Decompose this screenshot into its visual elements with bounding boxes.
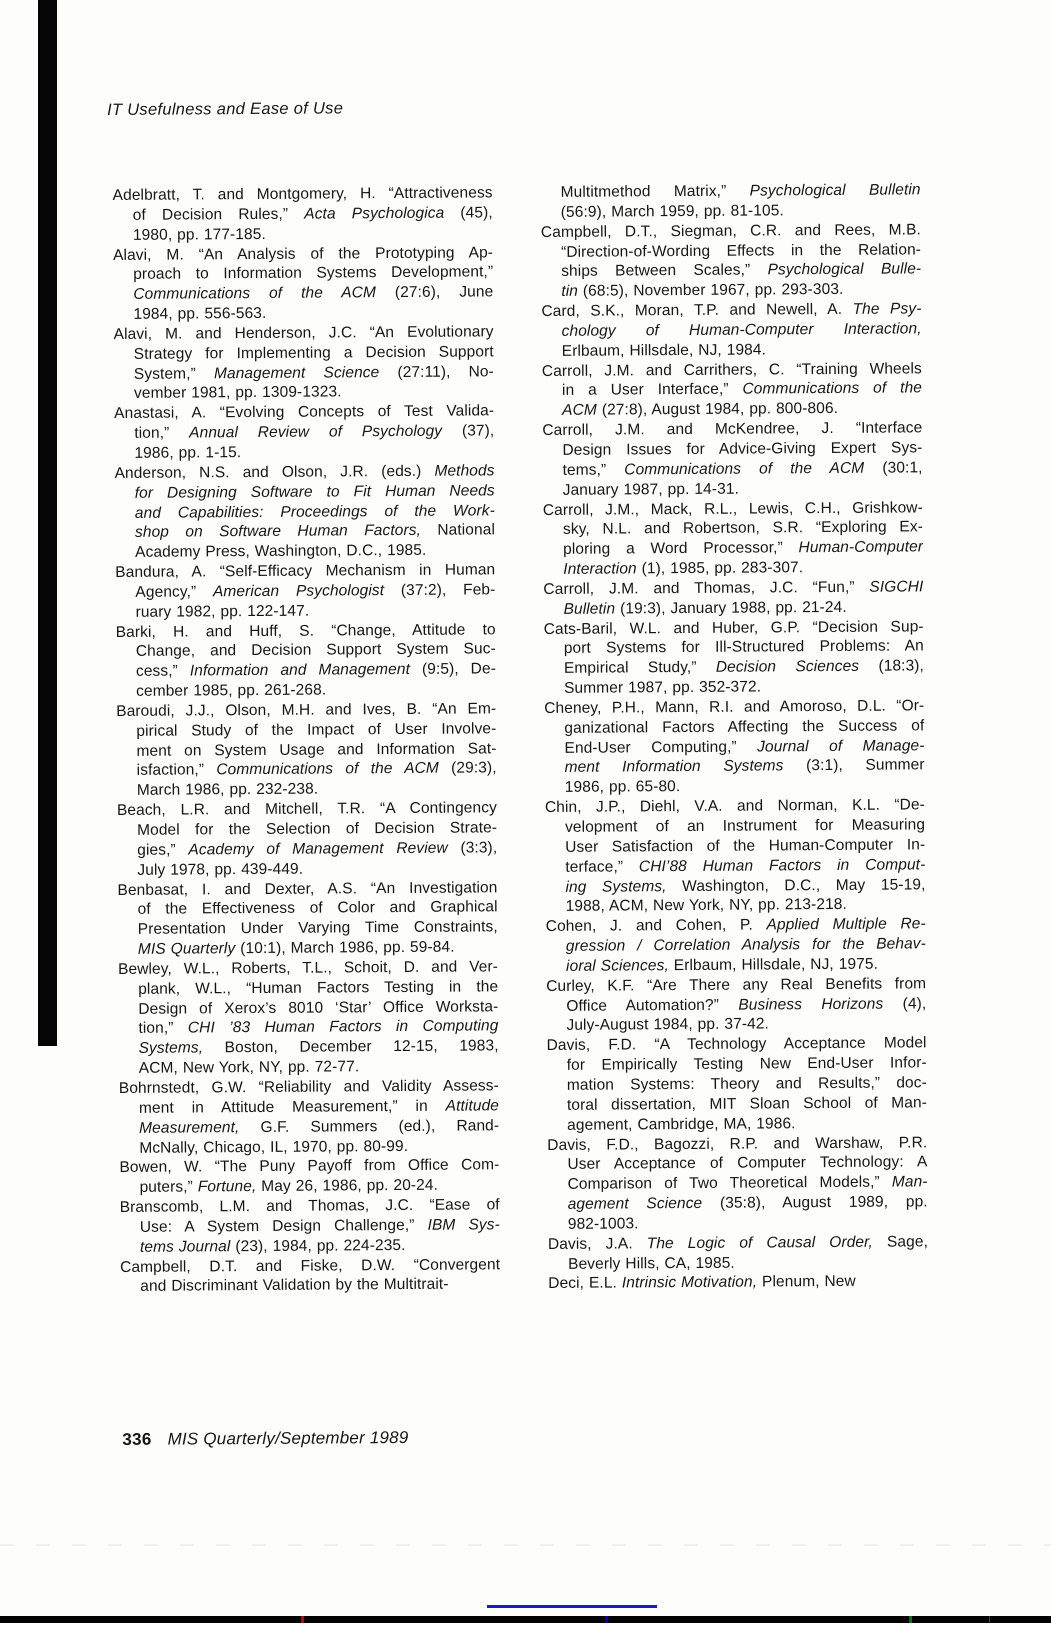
reference-entry: Anastasi, A. “Evolving Concepts of Test Valida- tion,” Annual Review of Psychology (37), 1986, pp. 1-15. — [114, 402, 495, 462]
reference-entry: Bandura, A. “Self-Efficacy Mechanism in Human Agency,” American Psychologist (37:2), Feb- ruary 1982, pp. 122-147. — [115, 561, 496, 621]
reference-entry: Card, S.K., Moran, T.P. and Newell, A. The Psy- chology of Human-Computer Interaction, Erlbaum, Hillsdale, NJ, 1984. — [541, 300, 922, 360]
reference-entry: Campbell, D.T., Siegman, C.R. and Rees, M.B. “Direction-of-Wording Effects in the Relation- ships Between Scales,” Psychological Bulle- tin (68:5), November 1967, pp. 293-303. — [540, 221, 922, 301]
reference-entry: Curley, K.F. “Are There any Real Benefits from Office Automation?” Business Horizons (4), July-August 1984, pp. 37-42. — [546, 975, 927, 1035]
reference-entry: Beach, L.R. and Mitchell, T.R. “A Contingency Model for the Selection of Decision Strate- gies,” Academy of Management Review (3:3), July 1978, pp. 439-449. — [116, 799, 498, 879]
page-footer — [122, 1428, 408, 1450]
reference-entry: Carroll, J.M. and McKendree, J. “Interface Design Issues for Advice-Giving Expert Sys- tems,” Communications of the ACM (30:1, January 1987, pp. 14-31. — [542, 419, 923, 499]
reference-entry: Carroll, J.M., Mack, R.L., Lewis, C.H., Grishkow- sky, N.L. and Robertson, S.R. “Exploring Ex- ploring a Word Processor,” Human-Computer Interaction (1), 1985, pp. 283-307. — [542, 498, 924, 578]
references-right-column — [541, 180, 929, 1294]
reference-entry: Carroll, J.M. and Thomas, J.C. “Fun,” SIGCHI Bulletin (19:3), January 1988, pp. 21-24. — [543, 578, 924, 618]
scan-artifact-bottom-band — [0, 1616, 1051, 1623]
reference-entry: Cheney, P.H., Mann, R.I. and Amoroso, D.L. “Or- ganizational Factors Affecting the Success of End-User Computing,” Journal of Manage- ment Information Systems (3:1), Summer 1986, pp. 65-80. — [544, 697, 925, 797]
reference-entry: Benbasat, I. and Dexter, A.S. “An Investigation of the Effectiveness of Color and Graphical Presentation Under Varying Time Constraints, MIS Quarterly (10:1), March 1986, pp. 59-84. — [117, 878, 498, 958]
reference-entry: Chin, J.P., Diehl, V.A. and Norman, K.L. “De- velopment of an Instrument for Measuring User Satisfaction of the Human-Computer In- terface,” CHI’88 Human Factors in Comput- ing Systems, Washington, D.C., May 15-19, 1988, ACM, New York, NY, pp. 213-218. — [544, 796, 926, 916]
reference-entry: Davis, J.A. The Logic of Causal Order, Sage, Beverly Hills, CA, 1985. — [547, 1233, 929, 1273]
running-head: IT Usefulness and Ease of Use — [106, 99, 344, 120]
reference-entry: Alavi, M. “An Analysis of the Prototyping Ap- proach to Information Systems Development,” Communications of the ACM (27:6), June 1984, pp. 556-563. — [112, 243, 494, 323]
reference-entry: Anderson, N.S. and Olson, J.R. (eds.) Methods for Designing Software to Fit Human Needs and Capabilities: Proceedings of the Work- shop on Software Human Factors, National Academy Press, Washington, D.C., 1985. — [114, 462, 496, 562]
scan-artifact-left-bar — [38, 0, 57, 1046]
reference-entry: Branscomb, L.M. and Thomas, J.C. “Ease of Use: A System Design Challenge,” IBM Sys- tems Journal (23), 1984, pp. 224-235. — [119, 1196, 500, 1256]
scan-artifact-faint-line — [0, 1544, 1051, 1546]
reference-entry: Barki, H. and Huff, S. “Change, Attitude to Change, and Decision Support System Suc- cess,” Information and Management (9:5), De- cember 1985, pp. 261-268. — [115, 620, 496, 700]
reference-entry: Multitmethod Matrix,” Psychological Bulletin (56:9), March 1959, pp. 81-105. — [560, 181, 921, 221]
reference-entry: Cohen, J. and Cohen, P. Applied Multiple Re- gression / Correlation Analysis for the Behav- ioral Sciences, Erlbaum, Hillsdale, NJ, 1975. — [545, 915, 926, 975]
reference-entry: Campbell, D.T. and Fiske, D.W. “Convergent and Discriminant Validation by the Multitrait- — [120, 1255, 501, 1296]
reference-entry: Deci, E.L. Intrinsic Motivation, Plenum, New — [548, 1273, 856, 1293]
reference-entry: Alavi, M. and Henderson, J.C. “An Evolutionary Strategy for Implementing a Decision Support System,” Management Science (27:11), No- vember 1981, pp. 1309-1323. — [113, 323, 494, 403]
reference-entry: Bowen, W. “The Puny Payoff from Office Com- puters,” Fortune, May 26, 1986, pp. 20-24. — [119, 1156, 500, 1197]
reference-entry: Baroudi, J.J., Olson, M.H. and Ives, B. “An Em- pirical Study of the Impact of User Involve- ment on System Usage and Information Sat- isfaction,” Communications of the ACM (29:3), March 1986, pp. 232-238. — [116, 700, 497, 800]
scan-artifact-blue-line — [487, 1605, 657, 1608]
reference-entry: Carroll, J.M. and Carrithers, C. “Training Wheels in a User Interface,” Communications of the ACM (27:8), August 1984, pp. 800-806. — [541, 359, 923, 420]
reference-entry: Bewley, W.L., Roberts, T.L., Schoit, D. and Ver- plank, W.L., “Human Factors Testing in the Design of Xerox’s 8010 ‘Star’ Office Worksta- tion,” CHI ’83 Human Factors in Computing Systems, Boston, December 12-15, 1983, ACM, New York, NY, pp. 72-77. — [117, 958, 499, 1077]
reference-entry: Bohrnstedt, G.W. “Reliability and Validity Assess- ment in Attitude Measurement,” in Attitude Measurement, G.F. Summers (ed.), Rand- McNally, Chicago, IL, 1970, pp. 80-99. — [118, 1077, 500, 1157]
reference-entry: Davis, F.D., Bagozzi, R.P. and Warshaw, P.R. User Acceptance of Computer Technology: A Comparison of Two Theoretical Models,” Man- agement Science (35:8), August 1989, pp. 982-1003. — [547, 1133, 928, 1233]
page-number: 336 — [122, 1429, 152, 1449]
journal-name: MIS Quarterly/September 1989 — [167, 1427, 409, 1449]
references-left-column — [113, 183, 501, 1297]
reference-entry: Adelbratt, T. and Montgomery, H. “Attractiveness of Decision Rules,” Acta Psychologica (45), 1980, pp. 177-185. — [112, 184, 493, 244]
reference-entry: Davis, F.D. “A Technology Acceptance Model for Empirically Testing New End-User Infor- mation Systems: Theory and Results,” doc- toral dissertation, MIT Sloan School of Man- agement, Cambridge, MA, 1986. — [546, 1034, 928, 1134]
reference-entry: Cats-Baril, W.L. and Huber, G.P. “Decision Sup- port Systems for Ill-Structured Problems: An Empirical Study,” Decision Sciences (18:3), Summer 1987, pp. 352-372. — [543, 617, 925, 697]
